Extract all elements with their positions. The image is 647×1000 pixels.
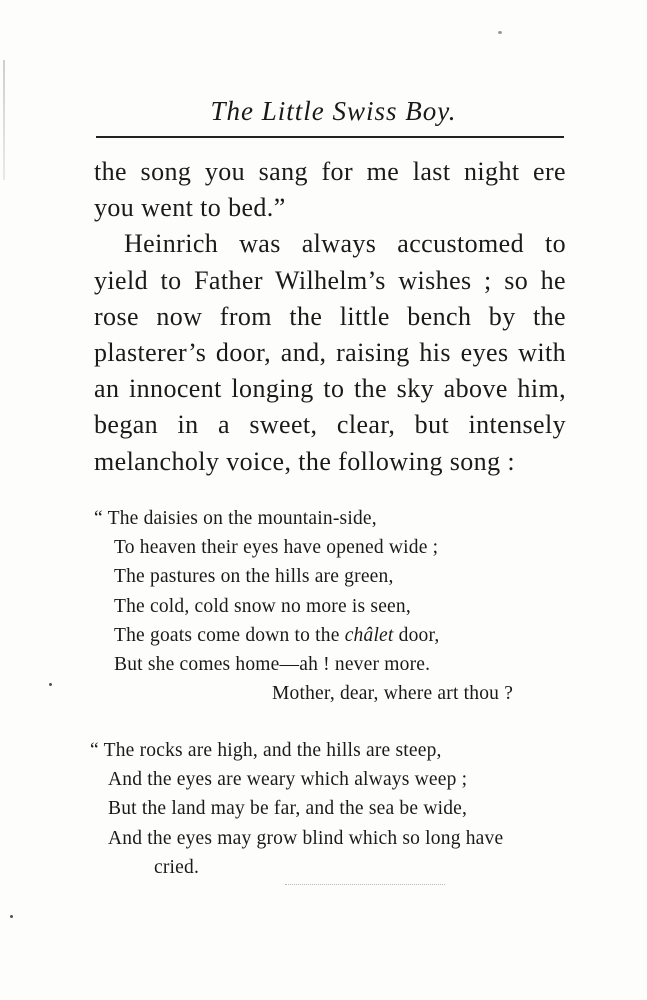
italic-word: châlet: [344, 624, 394, 646]
prose-line: began in a sweet, clear, but intensely: [94, 410, 566, 440]
ink-speck: [49, 683, 52, 686]
header-rule: [96, 136, 564, 138]
verse-line: cried.: [154, 856, 200, 878]
verse-line: And the eyes may grow blind which so long have: [108, 827, 504, 849]
prose-block: [94, 154, 566, 480]
print-artifact: [285, 884, 445, 887]
prose-line: you went to bed.”: [94, 193, 286, 223]
verse-text: door,: [393, 624, 440, 646]
prose-line: plasterer’s door, and, raising his eyes with: [94, 338, 566, 368]
verse-line: “ The daisies on the mountain-side,: [94, 508, 377, 529]
prose-line: rose now from the little bench by the: [94, 301, 566, 331]
verse-stanza-2: [90, 736, 570, 882]
verse-line: But the land may be far, and the sea be wide,: [108, 798, 468, 820]
verse-line: And the eyes are weary which always weep ;: [108, 769, 468, 791]
verse-line: To heaven their eyes have opened wide ;: [114, 537, 439, 559]
running-head: The Little Swiss Boy.: [210, 96, 457, 126]
verse-line: The cold, cold snow no more is seen,: [114, 595, 411, 617]
prose-line: yield to Father Wilhelm’s wishes ; so he: [94, 265, 566, 295]
prose-line: melancholy voice, the following song :: [94, 446, 516, 476]
verse-line: [94, 621, 574, 650]
verse-stanza-1: [94, 504, 574, 708]
prose-line: Heinrich was always accustomed to: [124, 229, 566, 259]
refrain-line: Mother, dear, where art thou ?: [272, 683, 514, 705]
prose-line: the song you sang for me last night ere: [94, 157, 566, 186]
ink-speck: [10, 915, 13, 918]
prose-line: an innocent longing to the sky above him,: [94, 374, 566, 404]
verse-line: The pastures on the hills are green,: [114, 566, 394, 588]
verse-line: But she comes home—ah ! never more.: [114, 654, 431, 676]
verse-text: The goats come down to the: [114, 624, 345, 646]
ink-speck: [498, 31, 502, 34]
verse-line: “ The rocks are high, and the hills are steep,: [90, 740, 442, 761]
